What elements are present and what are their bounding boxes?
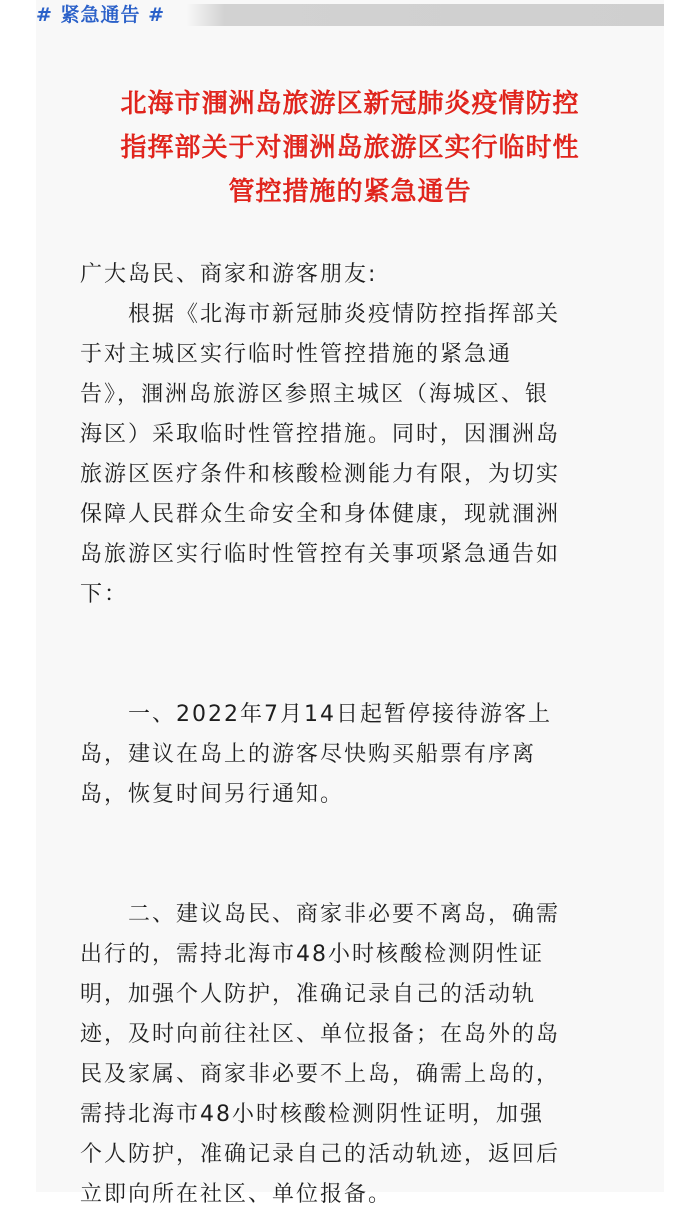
paragraph-1 [80,295,660,615]
item-line: 民及家属、商家非必要不上岛，确需上岛的， [80,1062,561,1087]
paragraph-line: 岛旅游区实行临时性管控有关事项紧急通告如 [80,542,561,567]
paragraph-line: 于对主城区实行临时性管控措施的紧急通 [80,342,513,367]
item-2 [80,895,660,1215]
item-line: 一、2022年7月14日起暂停接待游客上 [128,702,552,727]
salutation: 广大岛民、商家和游客朋友: [80,262,378,287]
title-line: 管控措施的紧急通告 [228,177,472,207]
notice-title [36,82,664,214]
notice-page [36,0,664,1207]
tag-bar [36,4,664,26]
paragraph-line: 下： [80,582,129,607]
item-line: 岛，建议在岛上的游客尽快购买船票有序离 [80,742,537,767]
item-line: 出行的，需持北海市48小时核酸检测阴性证 [80,942,544,967]
notice-body [80,255,660,1215]
item-1 [80,695,660,815]
paragraph-line: 告》，涠洲岛旅游区参照主城区（海城区、银 [80,382,550,407]
item-line: 个人防护，准确记录自己的活动轨迹，返回后 [80,1142,561,1167]
emergency-tag[interactable]: # 紧急通告 # [36,4,166,26]
title-line: 指挥部关于对涠洲岛旅游区实行临时性 [120,133,580,163]
paragraph-gap [80,615,660,695]
paragraph-gap [80,815,660,895]
paragraph-line: 保障人民群众生命安全和身体健康，现就涠洲 [80,502,561,527]
item-line: 二、建议岛民、商家非必要不离岛，确需 [128,902,561,927]
paragraph-line: 根据《北海市新冠肺炎疫情防控指挥部关 [128,302,561,327]
item-line: 立即向所在社区、单位报备。 [80,1182,393,1207]
paragraph-line: 旅游区医疗条件和核酸检测能力有限，为切实 [80,462,561,487]
title-line: 北海市涠洲岛旅游区新冠肺炎疫情防控 [120,89,580,119]
item-line: 迹，及时向前往社区、单位报备；在岛外的岛 [80,1022,561,1047]
item-line: 明，加强个人防护，准确记录自己的活动轨 [80,982,537,1007]
item-line: 需持北海市48小时核酸检测阴性证明，加强 [80,1102,544,1127]
item-line: 岛，恢复时间另行通知。 [80,782,345,807]
paragraph-line: 海区）采取临时性管控措施。同时，因涠洲岛 [80,422,561,447]
